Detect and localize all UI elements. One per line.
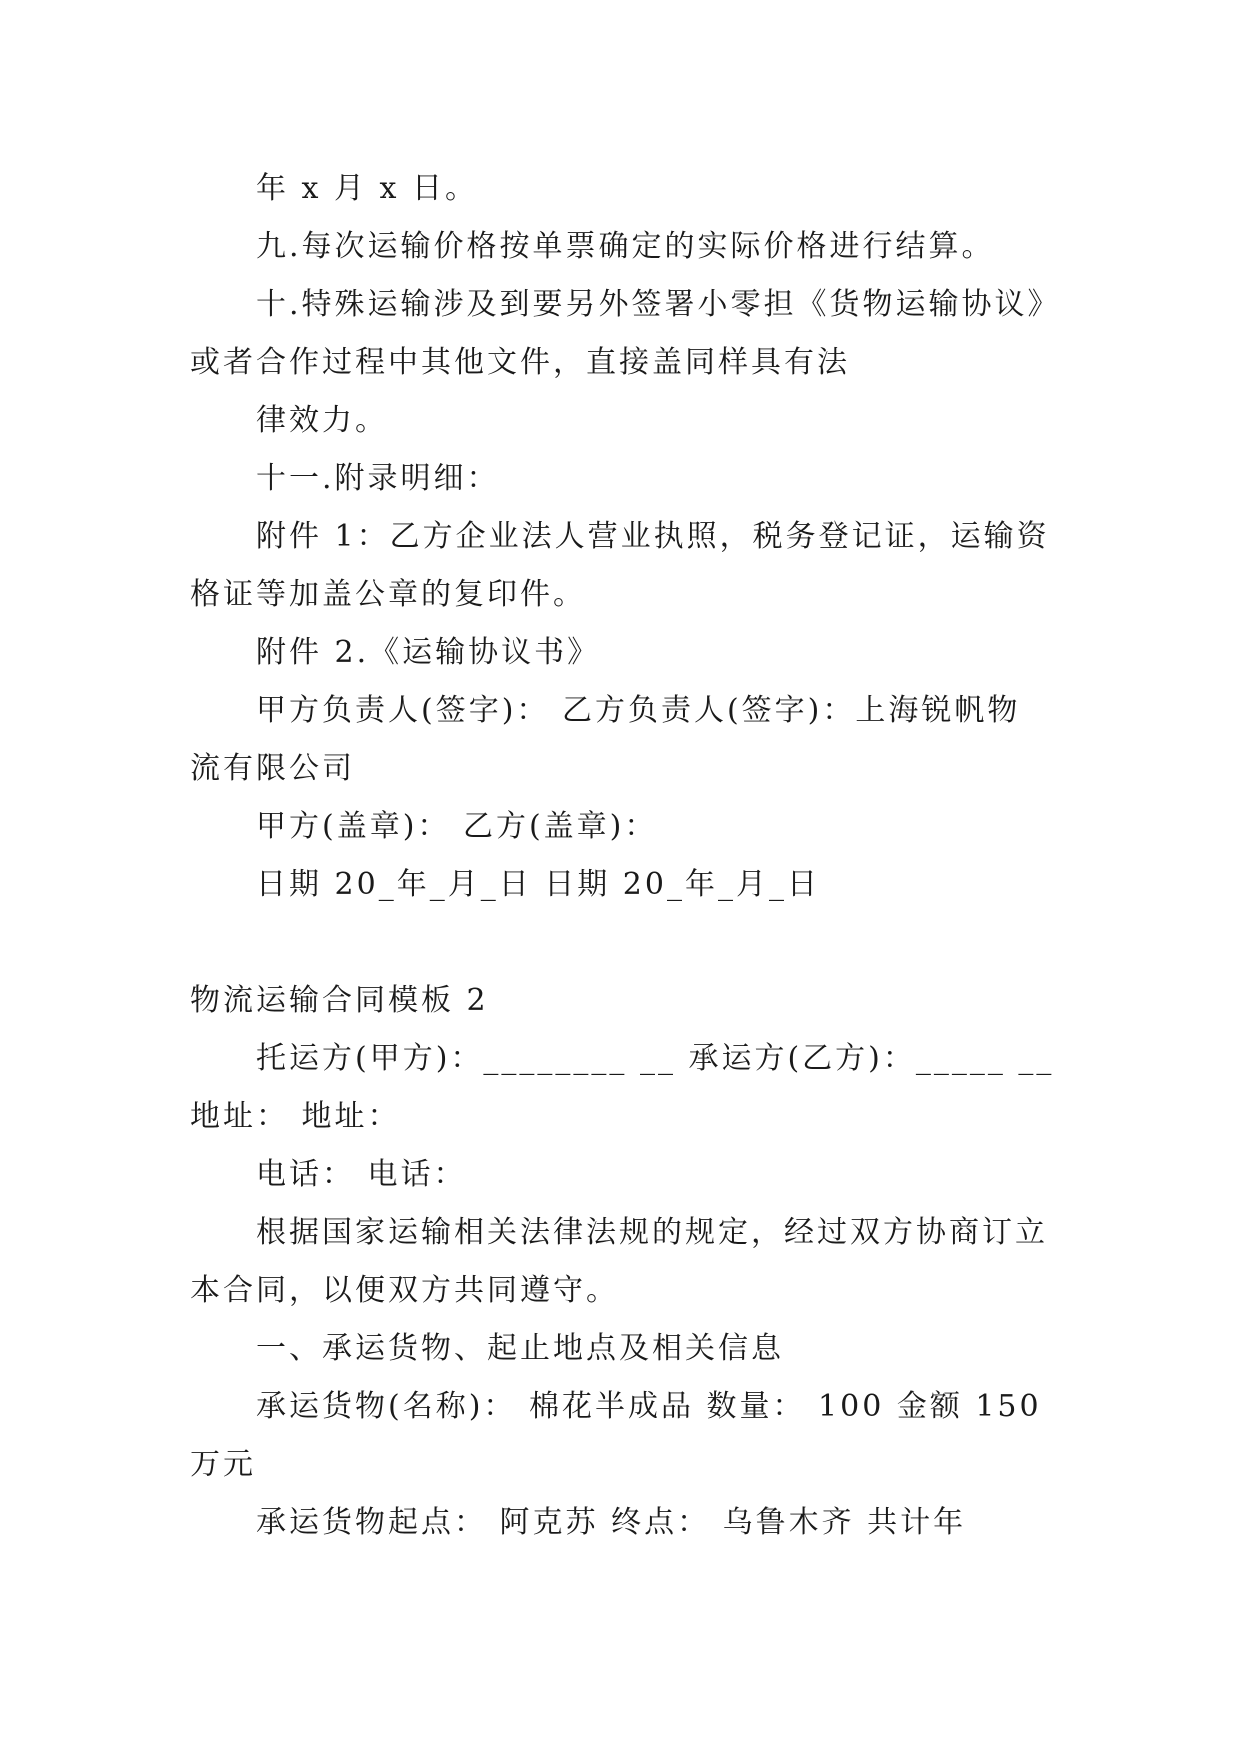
preamble-continued: 本合同，以便双方共同遵守。	[190, 1273, 619, 1308]
attachment-1-continued: 格证等加盖公章的复印件。	[190, 577, 586, 612]
seal-line: 甲方(盖章)： 乙方(盖章)：	[256, 809, 658, 844]
clause-eleven: 十一.附录明细：	[256, 461, 500, 496]
preamble: 根据国家运输相关法律法规的规定，经过双方协商订立	[256, 1215, 1048, 1250]
document-page	[190, 160, 1070, 1552]
attachment-1: 附件 1：乙方企业法人营业执照，税务登记证，运输资	[256, 519, 1050, 554]
text-line: 年 x 月 x 日。	[256, 171, 478, 206]
goods-line-continued: 万元	[190, 1447, 256, 1482]
clause-ten-end: 律效力。	[256, 403, 388, 438]
attachment-2: 附件 2.《运输协议书》	[256, 635, 601, 670]
date-line: 日期 20_年_月_日 日期 20_年_月_日	[256, 867, 820, 902]
signature-line-continued: 流有限公司	[190, 751, 355, 786]
clause-ten: 十.特殊运输涉及到要另外签署小零担《货物运输协议》	[256, 287, 1061, 322]
parties-line: 托运方(甲方)：________ __ 承运方(乙方)：_____ __	[256, 1041, 1055, 1076]
address-line: 地址： 地址：	[190, 1099, 401, 1134]
clause-ten-continued: 或者合作过程中其他文件，直接盖同样具有法	[190, 345, 850, 380]
phone-line: 电话： 电话：	[256, 1157, 467, 1192]
section-title: 物流运输合同模板 2	[190, 983, 489, 1018]
section-gap	[190, 914, 1070, 972]
route-line: 承运货物起点： 阿克苏 终点： 乌鲁木齐 共计年	[256, 1505, 967, 1540]
goods-line: 承运货物(名称)： 棉花半成品 数量： 100 金额 150	[256, 1389, 1042, 1424]
section-one-heading: 一、承运货物、起止地点及相关信息	[256, 1331, 784, 1366]
signature-line: 甲方负责人(签字)： 乙方负责人(签字)：上海锐帆物	[256, 693, 1021, 728]
clause-nine: 九.每次运输价格按单票确定的实际价格进行结算。	[256, 229, 995, 264]
